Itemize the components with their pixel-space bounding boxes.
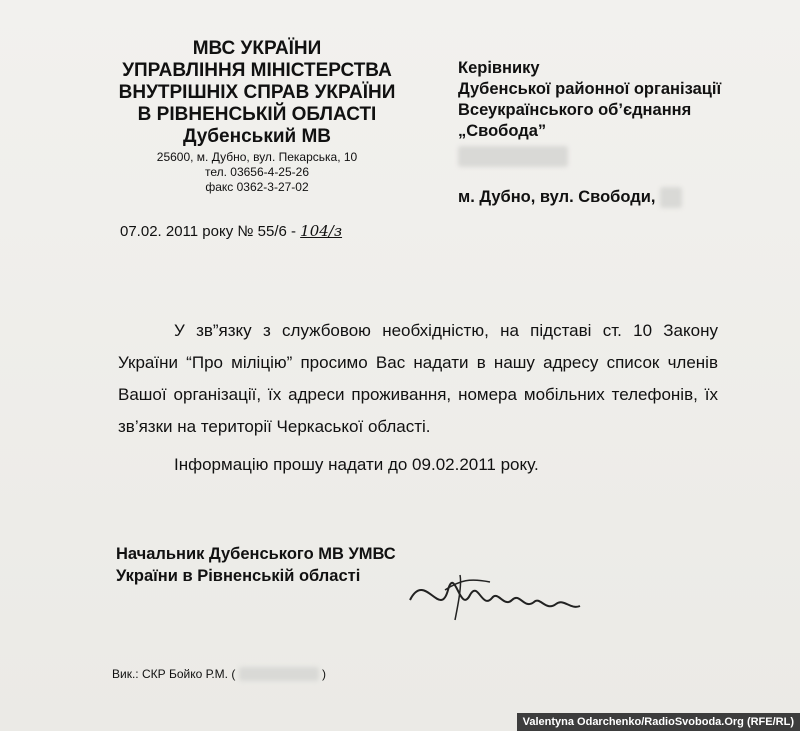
signatory-line-1: Начальник Дубенського МВ УМВС	[116, 545, 396, 563]
reference-line	[120, 222, 342, 240]
letterhead	[92, 38, 422, 195]
letter-body	[118, 315, 718, 481]
recipient-line-1: Керівнику	[458, 59, 540, 77]
photo-credit: Valentyna Odarchenko/RadioSvoboda.Org (RFE/RL)	[517, 713, 800, 731]
letterhead-phone: тел. 03656-4-25-26	[204, 165, 310, 179]
letterhead-address: 25600, м. Дубно, вул. Пекарська, 10	[156, 150, 358, 164]
letterhead-line-5: Дубенський МВ	[182, 126, 332, 147]
letterhead-fax: факс 0362-3-27-02	[205, 180, 309, 194]
handwritten-signature	[400, 560, 600, 630]
executor-label: Вик.: СКР Бойко Р.М. (	[112, 667, 236, 681]
recipient-line-2: Дубенської районної організації	[458, 80, 722, 98]
letterhead-line-4: В РІВНЕНСЬКІЙ ОБЛАСТІ	[137, 104, 377, 125]
recipient-address: м. Дубно, вул. Свободи,	[458, 188, 656, 206]
recipient-address-row	[458, 187, 721, 208]
reference-date-number: 07.02. 2011 року № 55/6 -	[120, 223, 296, 240]
executor-line	[112, 667, 326, 681]
executor-close: )	[322, 667, 327, 681]
recipient-line-3: Всеукраїнського об’єднання	[458, 101, 692, 119]
letterhead-line-1: МВС УКРАЇНИ	[192, 38, 322, 59]
letterhead-line-3: ВНУТРІШНІХ СПРАВ УКРАЇНИ	[118, 82, 396, 103]
recipient-block	[458, 58, 721, 208]
body-paragraph-1: У зв”язку з службовою необхідністю, на підставі ст. 10 Закону України “Про міліцію” просимо Вас надати в нашу адресу список членів Вашої організації, їх адреси проживання, номера мобільних телефонів, їх зв’язки на території Черкаської області.	[118, 321, 718, 436]
redacted-phone	[239, 667, 319, 681]
signatory-title	[116, 543, 396, 587]
handwritten-number: 104/з	[300, 222, 343, 240]
recipient-line-4: „Свобода”	[458, 122, 547, 140]
redacted-name	[458, 146, 721, 167]
redacted-house	[660, 187, 682, 208]
letterhead-line-2: УПРАВЛІННЯ МІНІСТЕРСТВА	[122, 60, 392, 81]
body-paragraph-2: Інформацію прошу надати до 09.02.2011 року.	[174, 455, 539, 474]
signatory-line-2: України в Рівненській області	[116, 567, 361, 585]
